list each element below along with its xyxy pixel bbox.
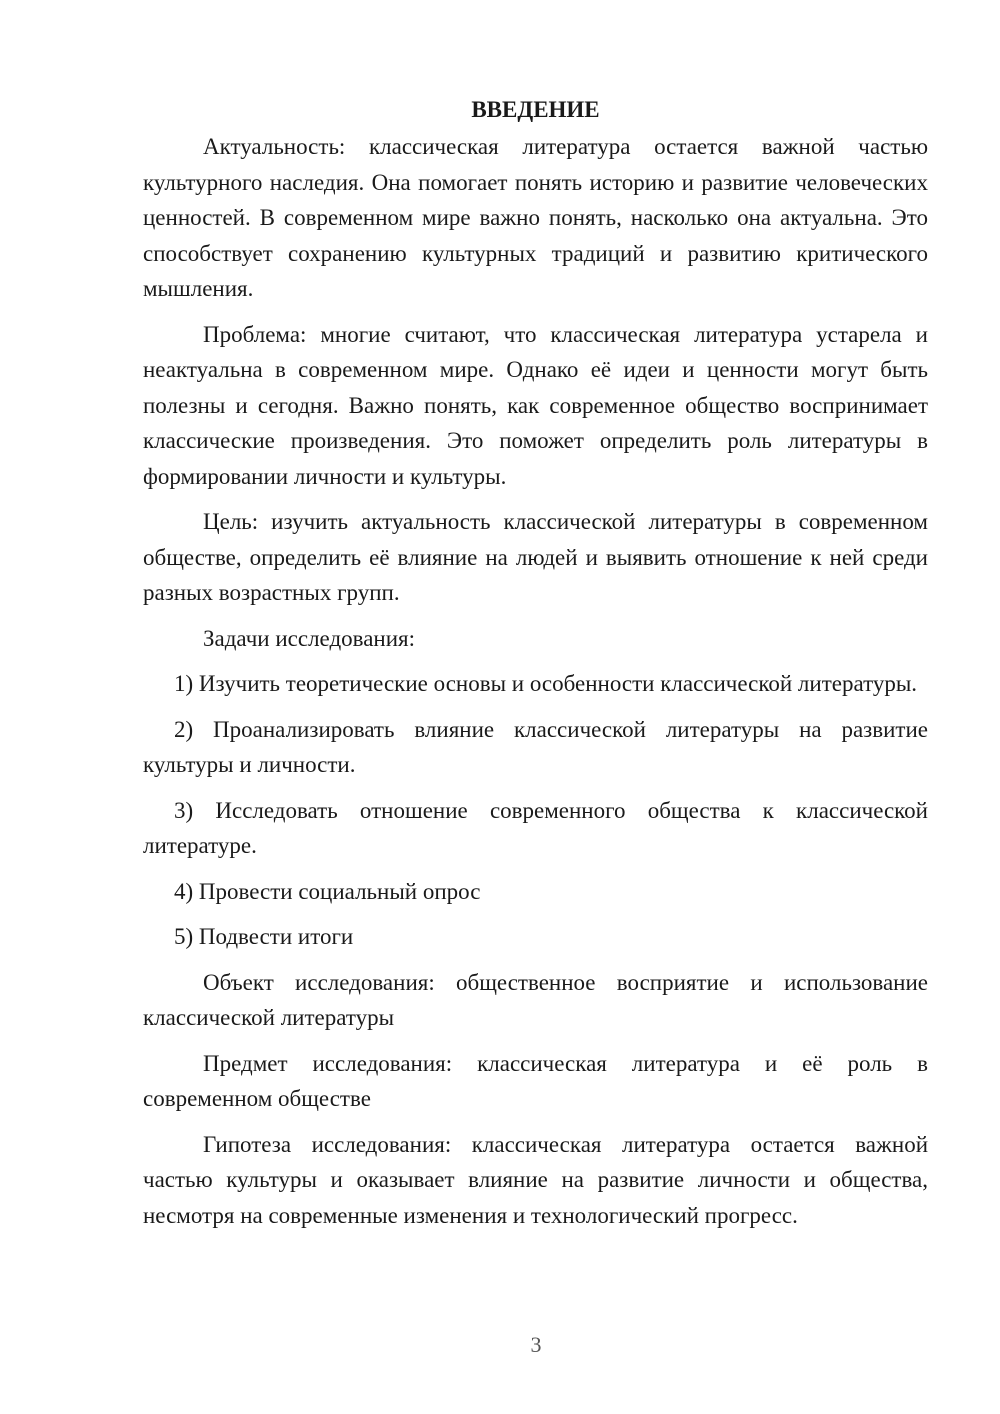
subject-paragraph: Предмет исследования: классическая литература и её роль в современном обществе xyxy=(143,1050,928,1111)
relevance-paragraph: Актуальность: классическая литература остается важной частью культурного наследия. Она помогает понять историю и развитие человеческих ценностей. В современном мире важно понять, насколько она актуальна. Это способствует сохранению культурных традиций и развитию критического мышления. xyxy=(143,134,928,301)
object-paragraph: Объект исследования: общественное восприятие и использование классической литературы xyxy=(143,969,928,1030)
goal-paragraph: Цель: изучить актуальность классической литературы в современном обществе, определить её влияние на людей и выявить отношение к ней среди разных возрастных групп. xyxy=(143,509,928,605)
problem-paragraph: Проблема: многие считают, что классическая литература устарела и неактуальна в современном мире. Однако её идеи и ценности могут быть полезны и сегодня. Важно понять, как современное общество воспринимает классические произведения. Это поможет определить роль литературы в формировании личности и культуры. xyxy=(143,321,928,489)
task-item-4: 4) Провести социальный опрос xyxy=(174,878,481,904)
page-number: 3 xyxy=(530,1332,542,1357)
task-item-1: 1) Изучить теоретические основы и особенности классической литературы. xyxy=(174,671,918,696)
page-content xyxy=(143,92,928,1243)
task-item-2: 2) Проанализировать влияние классической литературы на развитие культуры и личности. xyxy=(143,716,928,777)
hypothesis-paragraph: Гипотеза исследования: классическая литература остается важной частью культуры и оказывает влияние на развитие личности и общества, несмотря на современные изменения и технологический прогресс. xyxy=(143,1131,928,1228)
section-heading: ВВЕДЕНИЕ xyxy=(471,97,600,122)
tasks-title: Задачи исследования: xyxy=(203,625,416,651)
task-item-3: 3) Исследовать отношение современного общества к классической литературе. xyxy=(143,797,928,858)
task-item-5: 5) Подвести итоги xyxy=(174,924,354,949)
